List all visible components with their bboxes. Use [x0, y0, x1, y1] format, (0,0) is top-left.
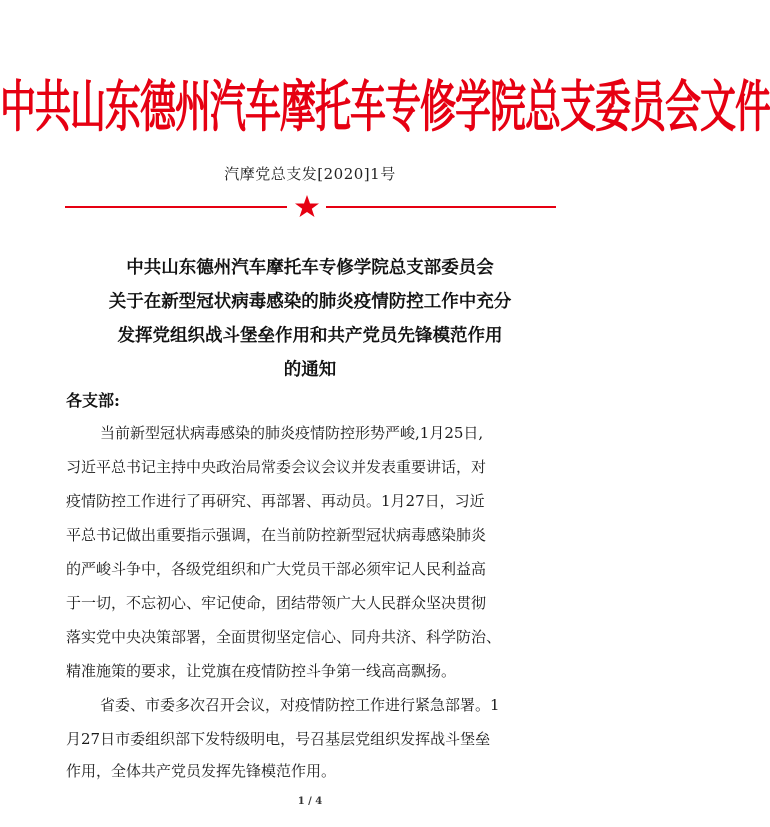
notice-title-line-2: 关于在新型冠状病毒感染的肺炎疫情防控工作中充分: [108, 292, 512, 312]
notice-title-line-4: 的通知: [283, 360, 337, 380]
notice-title-line-1: 中共山东德州汽车摩托车专修学院总支部委员会: [126, 258, 494, 278]
body-line: 精准施策的要求，让党旗在疫情防控斗争第一线高高飘扬。: [66, 662, 457, 680]
body-line: 的严峻斗争中，各级党组织和广大党员干部必须牢记人民利益高: [66, 560, 487, 578]
body-line: 疫情防控工作进行了再研究、再部署、再动员。1月27日，习近: [66, 492, 485, 510]
body-line: 当前新型冠状病毒感染的肺炎疫情防控形势严峻,1月25日,: [100, 424, 484, 442]
body-line: 作用，全体共产党员发挥先锋模范作用。: [66, 762, 337, 780]
body-line: 省委、市委多次召开会议，对疫情防控工作进行紧急部署。1: [100, 696, 500, 714]
red-header-title: 中共山东德州汽车摩托车专修学院总支委员会文件: [0, 76, 770, 140]
page-indicator: 1 / 4: [297, 796, 323, 807]
body-line: 平总书记做出重要指示强调，在当前防控新型冠状病毒感染肺炎: [66, 526, 487, 544]
body-line: 于一切，不忘初心、牢记使命，团结带领广大人民群众坚决贯彻: [66, 594, 487, 612]
red-divider-left: [65, 206, 287, 208]
body-line: 习近平总书记主持中央政治局常委会议会议并发表重要讲话，对: [66, 458, 487, 476]
salutation: 各支部:: [66, 391, 120, 410]
notice-title-line-3: 发挥党组织战斗堡垒作用和共产党员先锋模范作用: [117, 326, 503, 346]
star-icon: [294, 194, 320, 218]
body-line: 落实党中央决策部署，全面贯彻坚定信心、同舟共济、科学防治、: [66, 628, 502, 646]
body-line: 月27日市委组织部下发特级明电，号召基层党组织发挥战斗堡垒: [66, 730, 491, 748]
document-number: 汽摩党总支发[2020]1号: [224, 165, 396, 183]
red-divider-right: [326, 206, 556, 208]
